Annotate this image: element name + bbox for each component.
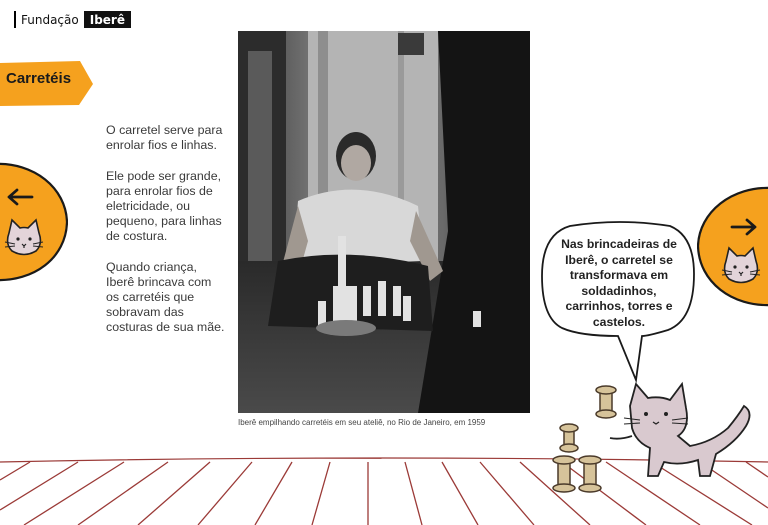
arrow-right-icon <box>730 217 758 237</box>
logo[interactable] <box>14 11 131 28</box>
photo-caption: Iberê empilhando carretéis em seu ateliê, no Rio de Janeiro, em 1959 <box>238 418 486 427</box>
logo-text-fundacao: Fundação <box>21 13 79 27</box>
cat-face-icon <box>4 217 44 259</box>
paragraph: O carretel serve para enrolar fios e linhas. <box>106 123 223 152</box>
section-title: Carretéis <box>6 70 72 87</box>
paragraph: Ele pode ser grande, para enrolar fios de eletricidade, ou pequeno, para linhas de costura. <box>106 169 222 243</box>
paragraph: Quando criança, Iberê brincava com os carretéis que sobravam das costuras de sua mãe. <box>106 260 225 334</box>
body-text <box>106 123 226 351</box>
arrow-left-icon <box>6 187 34 207</box>
cat-face-icon <box>721 245 761 287</box>
logo-text-ibere: Iberê <box>84 11 131 28</box>
section-tag <box>0 61 93 106</box>
prev-button[interactable] <box>0 160 68 284</box>
photo-ibere-spools <box>238 31 530 413</box>
next-button[interactable] <box>697 186 768 308</box>
cat-with-spools-illustration <box>540 376 760 506</box>
speech-bubble <box>540 218 698 388</box>
speech-bubble-text: Nas brincadeiras de Iberê, o carretel se transformava em soldadinhos, carrinhos, torres e castelos. <box>561 237 677 329</box>
